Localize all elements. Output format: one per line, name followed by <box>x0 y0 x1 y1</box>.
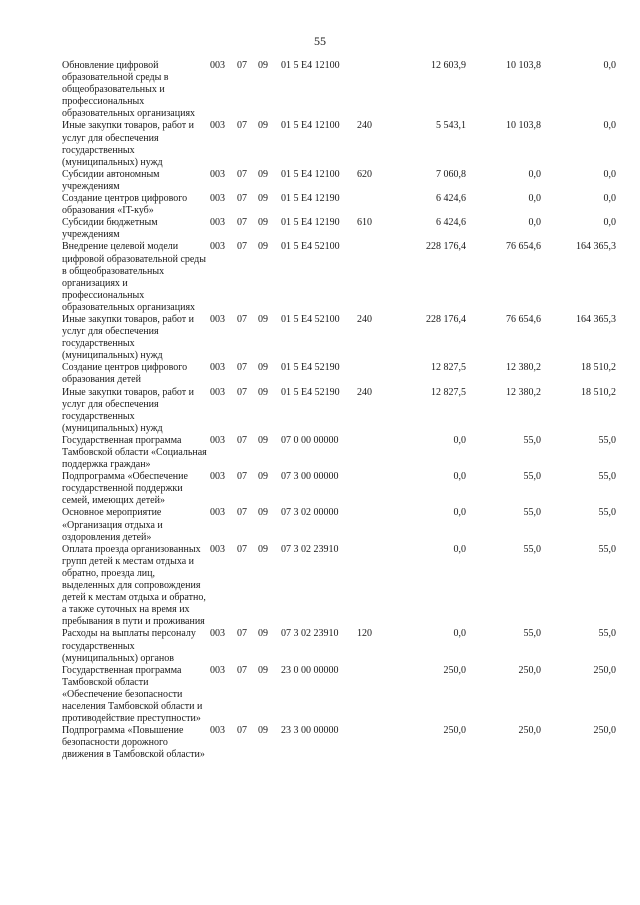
row-amount-year-3: 164 365,3 <box>576 313 616 325</box>
row-amount-year-1: 6 424,6 <box>436 193 466 205</box>
row-subsection-code: 09 <box>258 434 268 446</box>
row-amount-year-2: 76 654,6 <box>506 241 541 253</box>
table-row <box>62 169 616 193</box>
row-amount-year-2: 12 380,2 <box>506 362 541 374</box>
row-amount-year-2: 55,0 <box>523 507 541 519</box>
row-section-code: 07 <box>237 313 247 325</box>
row-subsection-code: 09 <box>258 241 268 253</box>
row-name: Субсидии бюджетным учреждениям <box>62 217 158 241</box>
row-subsection-code: 09 <box>258 120 268 132</box>
row-name: Иные закупки товаров, работ и услуг для обеспечения государственных (муниципальных) нужд <box>62 386 195 434</box>
row-expense-type-code: 120 <box>357 628 372 640</box>
row-section-code: 07 <box>237 386 247 398</box>
budget-table-body <box>62 60 616 761</box>
row-amount-year-2: 10 103,8 <box>506 120 541 132</box>
row-section-code: 07 <box>237 434 247 446</box>
budget-table <box>62 60 616 761</box>
row-expense-type-code: 240 <box>357 386 372 398</box>
row-expense-type-code <box>357 435 381 471</box>
row-target-item-code: 01 5 E4 52190 <box>281 386 340 398</box>
row-target-item-code: 01 5 E4 12190 <box>281 193 340 205</box>
table-row <box>62 628 616 664</box>
row-amount-year-1: 228 176,4 <box>426 241 466 253</box>
table-row <box>62 241 616 314</box>
row-target-item-code: 07 3 02 00000 <box>281 507 339 519</box>
row-expense-type-code <box>357 60 381 120</box>
row-amount-year-2: 55,0 <box>523 471 541 483</box>
row-expense-type-code <box>357 362 381 386</box>
row-section-code: 07 <box>237 471 247 483</box>
row-expense-type-code: 620 <box>357 168 372 180</box>
table-row <box>62 544 616 629</box>
row-amount-year-1: 0,0 <box>453 434 466 446</box>
row-target-item-code: 01 5 E4 52100 <box>281 241 340 253</box>
row-amount-year-1: 0,0 <box>453 628 466 640</box>
row-ved-code: 003 <box>210 241 225 253</box>
row-subsection-code: 09 <box>258 217 268 229</box>
table-row <box>62 665 616 725</box>
row-name: Основное мероприятие «Организация отдыха и оздоровления детей» <box>62 507 163 543</box>
row-target-item-code: 01 5 E4 12100 <box>281 60 340 71</box>
row-subsection-code: 09 <box>258 471 268 483</box>
row-amount-year-2: 10 103,8 <box>506 60 541 71</box>
table-row <box>62 314 616 362</box>
row-expense-type-code: 240 <box>357 313 372 325</box>
row-name: Подпрограмма «Повышение безопасности дорожного движения в Тамбовской области» <box>62 725 205 761</box>
row-ved-code: 003 <box>210 664 225 676</box>
row-amount-year-1: 0,0 <box>453 507 466 519</box>
row-amount-year-3: 55,0 <box>598 628 616 640</box>
row-expense-type-code <box>357 241 381 314</box>
table-row <box>62 217 616 241</box>
row-amount-year-3: 0,0 <box>603 217 616 229</box>
row-amount-year-2: 55,0 <box>523 628 541 640</box>
row-amount-year-1: 12 603,9 <box>431 60 466 71</box>
table-row <box>62 507 616 543</box>
page-number: 55 <box>314 34 326 48</box>
row-amount-year-2: 76 654,6 <box>506 313 541 325</box>
row-section-code: 07 <box>237 241 247 253</box>
row-ved-code: 003 <box>210 434 225 446</box>
row-amount-year-3: 0,0 <box>603 168 616 180</box>
row-name: Создание центров цифрового образования детей <box>62 362 188 386</box>
row-expense-type-code <box>357 544 381 629</box>
table-row <box>62 387 616 435</box>
row-amount-year-1: 12 827,5 <box>431 362 466 374</box>
row-amount-year-1: 7 060,8 <box>436 168 466 180</box>
row-amount-year-3: 0,0 <box>603 193 616 205</box>
row-amount-year-3: 18 510,2 <box>581 362 616 374</box>
row-amount-year-3: 55,0 <box>598 507 616 519</box>
table-row <box>62 435 616 471</box>
row-amount-year-2: 0,0 <box>528 168 541 180</box>
row-name: Подпрограмма «Обеспечение государственной поддержки семей, имеющих детей» <box>62 471 188 507</box>
row-amount-year-3: 0,0 <box>603 120 616 132</box>
row-amount-year-1: 250,0 <box>443 664 466 676</box>
row-ved-code: 003 <box>210 217 225 229</box>
row-target-item-code: 23 0 00 00000 <box>281 664 339 676</box>
row-ved-code: 003 <box>210 120 225 132</box>
row-amount-year-2: 55,0 <box>523 543 541 555</box>
table-row <box>62 362 616 386</box>
row-name: Иные закупки товаров, работ и услуг для обеспечения государственных (муниципальных) нужд <box>62 120 195 168</box>
row-target-item-code: 07 3 02 23910 <box>281 628 339 640</box>
row-section-code: 07 <box>237 543 247 555</box>
row-target-item-code: 01 5 E4 12100 <box>281 168 340 180</box>
row-section-code: 07 <box>237 60 247 71</box>
row-amount-year-3: 0,0 <box>603 60 616 71</box>
row-target-item-code: 07 3 00 00000 <box>281 471 339 483</box>
row-name: Государственная программа Тамбовской области «Социальная поддержка граждан» <box>62 434 207 471</box>
row-amount-year-1: 5 543,1 <box>436 120 466 132</box>
row-section-code: 07 <box>237 168 247 180</box>
row-amount-year-2: 0,0 <box>528 193 541 205</box>
row-ved-code: 003 <box>210 193 225 205</box>
row-amount-year-3: 55,0 <box>598 434 616 446</box>
row-amount-year-3: 250,0 <box>593 664 616 676</box>
row-ved-code: 003 <box>210 386 225 398</box>
row-name: Расходы на выплаты персоналу государственных (муниципальных) органов <box>62 628 196 664</box>
row-section-code: 07 <box>237 120 247 132</box>
row-name: Внедрение целевой модели цифровой образовательной среды в общеобразовательных организациях и профессиональных образовательных организациях <box>62 241 206 313</box>
row-section-code: 07 <box>237 664 247 676</box>
row-target-item-code: 01 5 E4 52100 <box>281 313 340 325</box>
row-section-code: 07 <box>237 362 247 374</box>
row-subsection-code: 09 <box>258 543 268 555</box>
row-name: Государственная программа Тамбовской области «Обеспечение безопасности населения Тамбовской области и противодействие преступности» <box>62 664 203 725</box>
row-subsection-code: 09 <box>258 725 268 737</box>
row-amount-year-1: 228 176,4 <box>426 313 466 325</box>
row-expense-type-code <box>357 665 381 725</box>
row-name: Создание центров цифрового образования «IT-куб» <box>62 193 188 217</box>
row-section-code: 07 <box>237 725 247 737</box>
row-subsection-code: 09 <box>258 362 268 374</box>
row-section-code: 07 <box>237 628 247 640</box>
row-name: Обновление цифровой образовательной среды в общеобразовательных и профессиональных образовательных организациях <box>62 60 196 120</box>
row-section-code: 07 <box>237 193 247 205</box>
row-ved-code: 003 <box>210 362 225 374</box>
row-subsection-code: 09 <box>258 60 268 71</box>
row-amount-year-1: 12 827,5 <box>431 386 466 398</box>
row-target-item-code: 23 3 00 00000 <box>281 725 339 737</box>
row-ved-code: 003 <box>210 628 225 640</box>
row-subsection-code: 09 <box>258 193 268 205</box>
row-subsection-code: 09 <box>258 628 268 640</box>
row-target-item-code: 01 5 E4 52190 <box>281 362 340 374</box>
row-name: Оплата проезда организованных групп детей к местам отдыха и обратно, проезда лиц, выделенных для сопровождения детей к местам отдыха и обратно, а также суточных на время их пребывания в пути и проживания <box>62 543 206 628</box>
row-amount-year-3: 164 365,3 <box>576 241 616 253</box>
row-name: Субсидии автономным учреждениям <box>62 168 160 192</box>
row-expense-type-code <box>357 193 381 217</box>
row-target-item-code: 01 5 E4 12190 <box>281 217 340 229</box>
row-amount-year-2: 12 380,2 <box>506 386 541 398</box>
row-amount-year-1: 0,0 <box>453 543 466 555</box>
row-ved-code: 003 <box>210 507 225 519</box>
row-amount-year-2: 0,0 <box>528 217 541 229</box>
row-amount-year-1: 250,0 <box>443 725 466 737</box>
row-expense-type-code <box>357 471 381 507</box>
row-subsection-code: 09 <box>258 386 268 398</box>
row-subsection-code: 09 <box>258 507 268 519</box>
row-ved-code: 003 <box>210 543 225 555</box>
row-ved-code: 003 <box>210 725 225 737</box>
table-row <box>62 120 616 168</box>
row-section-code: 07 <box>237 217 247 229</box>
row-name: Иные закупки товаров, работ и услуг для обеспечения государственных (муниципальных) нужд <box>62 313 195 362</box>
row-subsection-code: 09 <box>258 664 268 676</box>
row-subsection-code: 09 <box>258 168 268 180</box>
row-expense-type-code <box>357 507 381 543</box>
row-amount-year-3: 55,0 <box>598 543 616 555</box>
row-ved-code: 003 <box>210 60 225 71</box>
row-amount-year-3: 18 510,2 <box>581 386 616 398</box>
row-amount-year-3: 55,0 <box>598 471 616 483</box>
row-expense-type-code: 240 <box>357 120 372 132</box>
row-amount-year-1: 0,0 <box>453 471 466 483</box>
row-target-item-code: 07 0 00 00000 <box>281 434 339 446</box>
row-expense-type-code <box>357 725 381 761</box>
row-ved-code: 003 <box>210 313 225 325</box>
row-amount-year-2: 55,0 <box>523 434 541 446</box>
row-target-item-code: 01 5 E4 12100 <box>281 120 340 132</box>
row-amount-year-1: 6 424,6 <box>436 217 466 229</box>
table-row <box>62 471 616 507</box>
row-subsection-code: 09 <box>258 313 268 325</box>
row-amount-year-2: 250,0 <box>518 725 541 737</box>
row-amount-year-2: 250,0 <box>518 664 541 676</box>
row-expense-type-code: 610 <box>357 217 372 229</box>
table-row <box>62 60 616 120</box>
table-row <box>62 725 616 761</box>
table-row <box>62 193 616 217</box>
row-section-code: 07 <box>237 507 247 519</box>
row-ved-code: 003 <box>210 471 225 483</box>
row-ved-code: 003 <box>210 168 225 180</box>
row-target-item-code: 07 3 02 23910 <box>281 543 339 555</box>
row-amount-year-3: 250,0 <box>593 725 616 737</box>
